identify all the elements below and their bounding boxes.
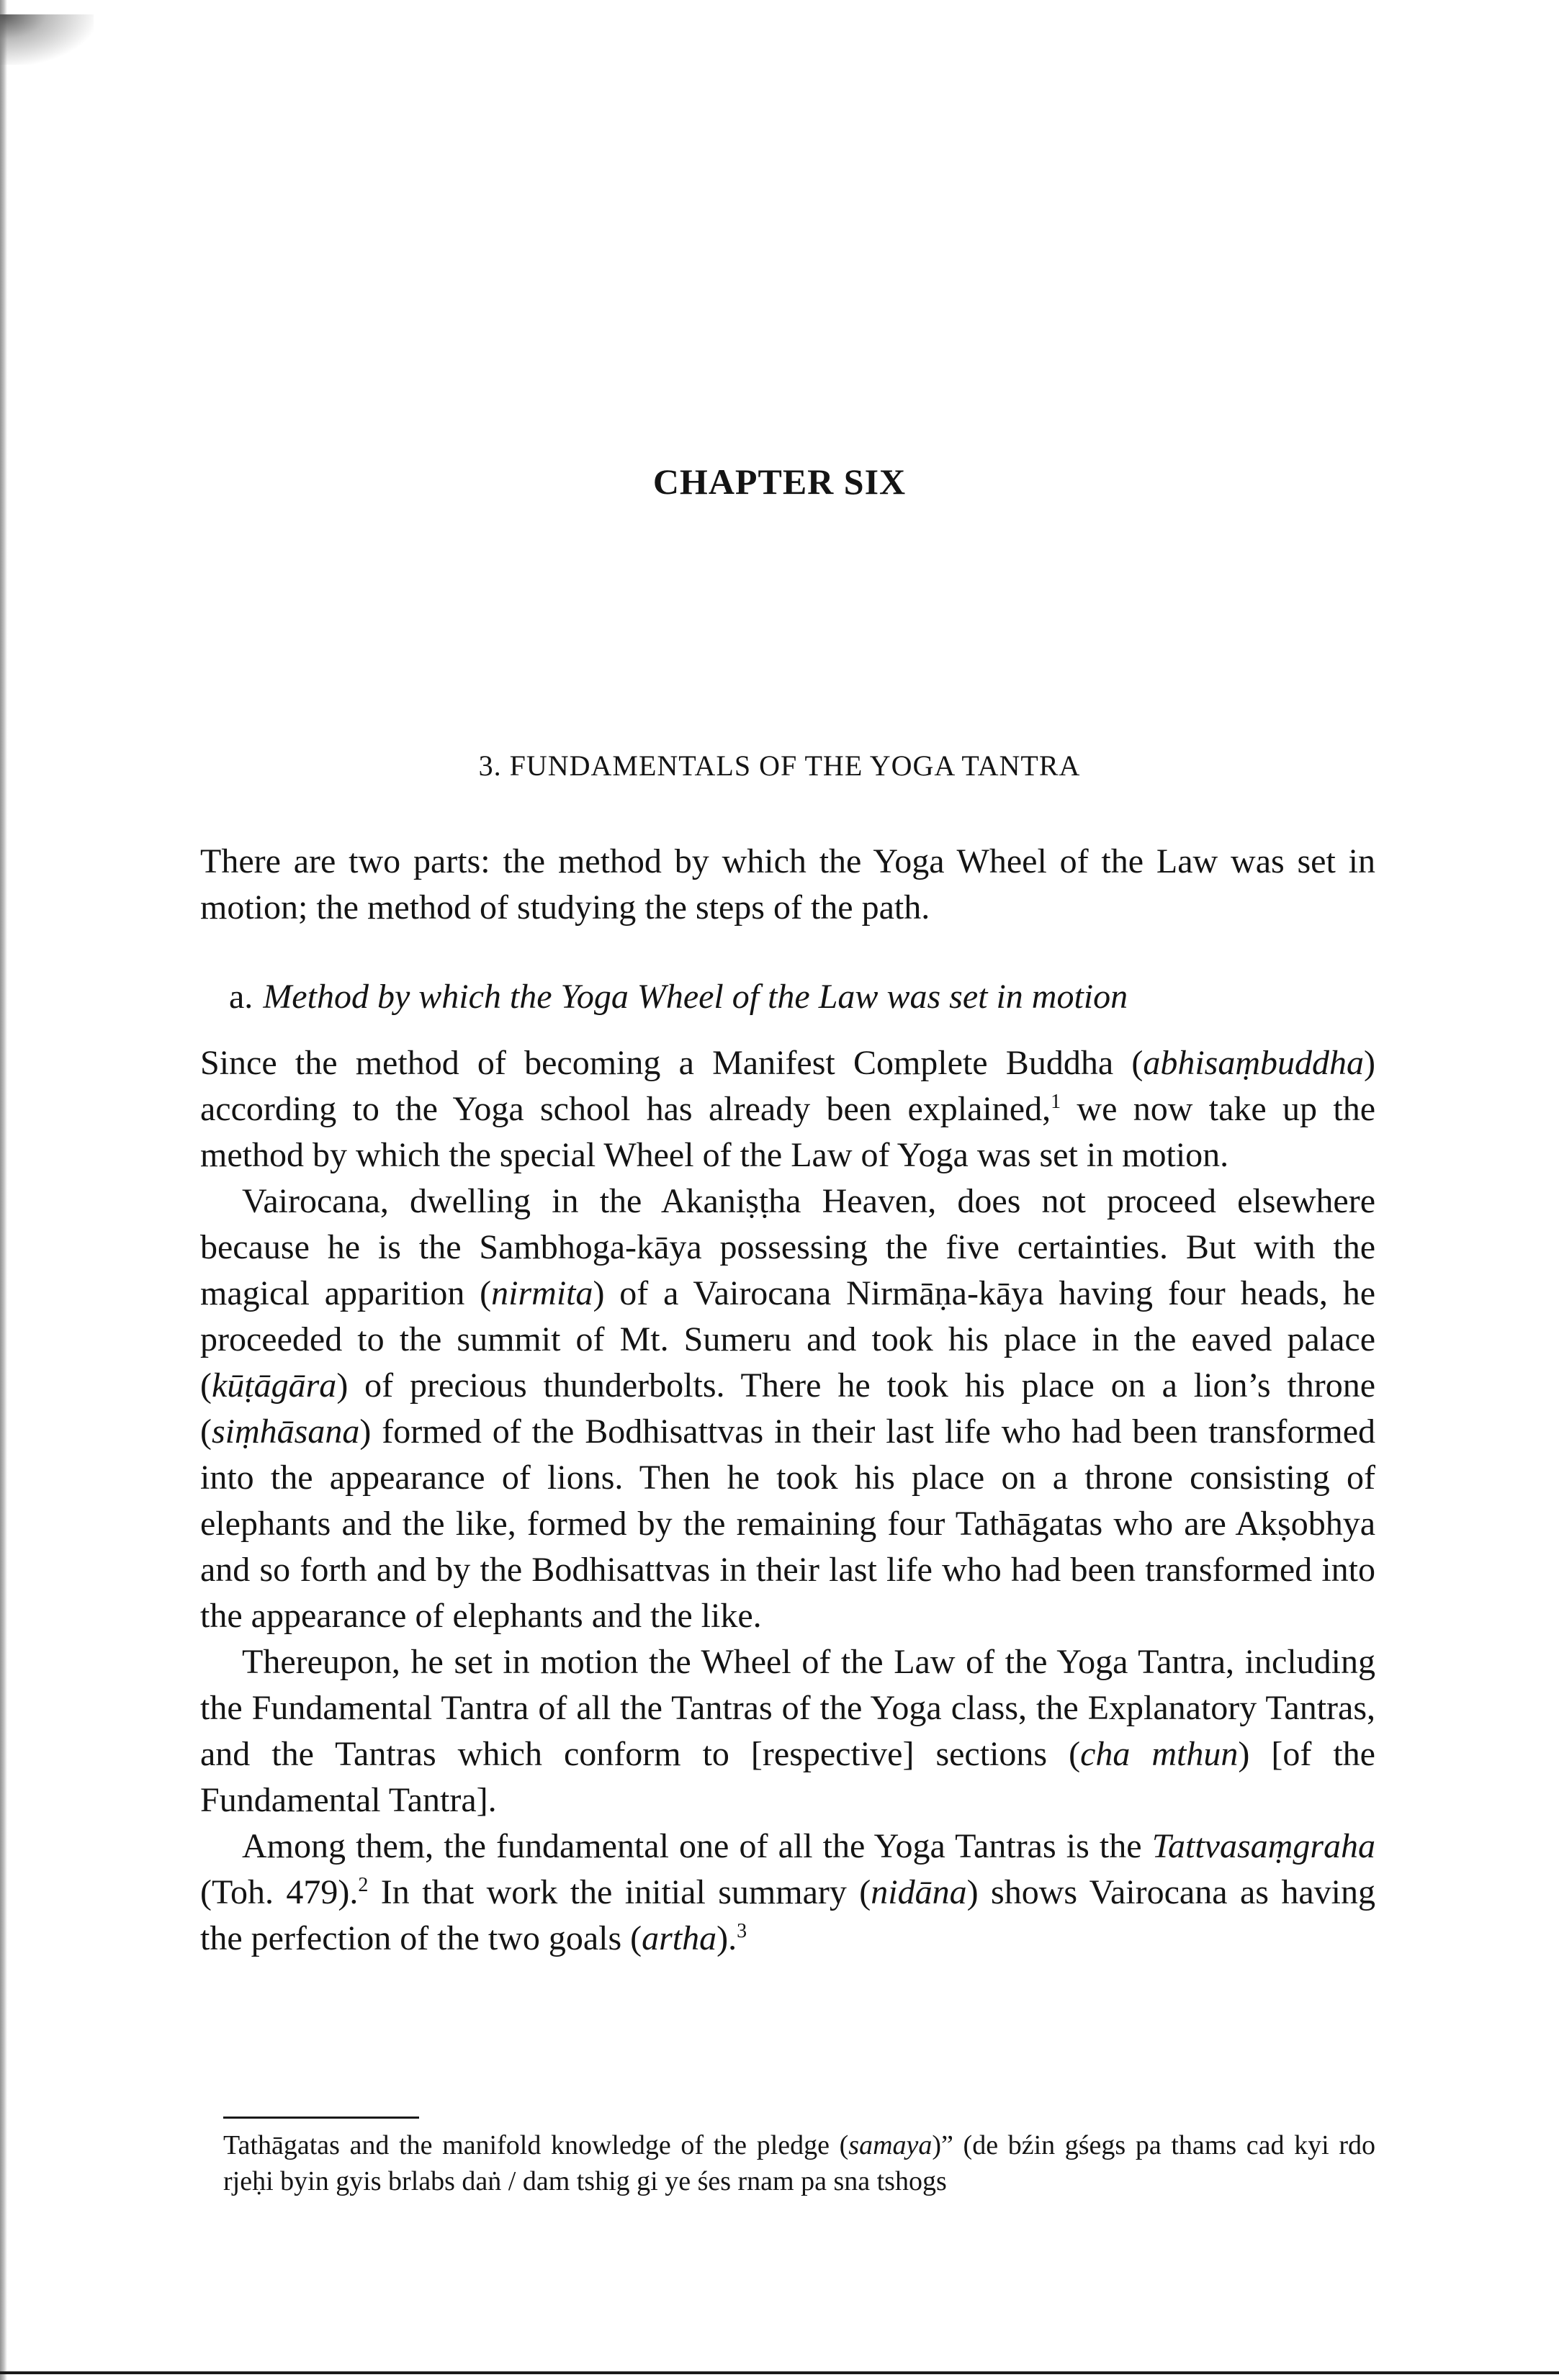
text-run: ) [of the Fundamental Tantra]. [200, 1735, 1375, 1819]
scan-left-edge-shadow [0, 0, 7, 2380]
italic-term: nirmita [491, 1274, 593, 1312]
italic-term: siṃhāsana [211, 1412, 360, 1451]
text-run: Vairocana, dwelling in the Akaniṣṭha Heaven, does not proceed elsewhere because he is the Sambhoga-kāya possessing the five certainties. But with the magical apparition ( [200, 1182, 1375, 1312]
chapter-title: CHAPTER SIX [652, 461, 907, 502]
intro-paragraph: There are two parts: the method by which the Yoga Wheel of the Law was set in motion; the method of studying the steps of the path. [200, 842, 1375, 927]
subsection-title: Method by which the Yoga Wheel of the Law was set in motion [263, 978, 1128, 1016]
text-run: ) shows Vairocana as having the perfection of the two goals ( [200, 1873, 1376, 1957]
footnote-marker: 3 [737, 1920, 747, 1942]
paragraph [200, 1824, 1375, 1962]
italic-term: kūṭāgāra [211, 1366, 337, 1405]
subsection-heading [229, 977, 1128, 1017]
footnote-marker: 1 [1051, 1091, 1061, 1113]
text-run: )” (de bźin gśegs pa thams cad kyi rdo rjeḥi byin gyis brlabs daṅ / dam tshig gi ye śes rnam pa sna tshogs [223, 2130, 1375, 2196]
section-title: 3. FUNDAMENTALS OF THE YOGA TANTRA [478, 749, 1081, 782]
footnote-marker: 2 [358, 1874, 369, 1896]
scan-bottom-edge [0, 2371, 1559, 2374]
text-run: ) according to the Yoga school has already been explained, [200, 1044, 1375, 1128]
italic-term: abhisaṃbuddha [1143, 1044, 1365, 1082]
italic-term: Tattvasaṃgraha [1151, 1827, 1375, 1865]
text-run: In that work the initial summary ( [368, 1873, 871, 1911]
text-run: ) of precious thunderbolts. There he took his place on a lion’s throne ( [200, 1366, 1375, 1451]
text-run: ) formed of the Bodhisattvas in their last life who had been transformed into the appearance of lions. Then he took his place on a throne consisting of elephants and the like, formed by the remaining four Tathāgatas who are Akṣobhya and so forth and by the Bodhisattvas in their last life who had been transformed into the appearance of elephants and the like. [200, 1412, 1375, 1635]
footnote-separator [223, 2117, 419, 2119]
italic-term: artha [642, 1919, 717, 1957]
text-run: ) of a Vairocana Nirmāṇa-kāya having four heads, he proceeded to the summit of Mt. Sumeru and took his place in the eaved palace ( [200, 1274, 1376, 1405]
text-run: (Toh. 479). [200, 1873, 359, 1911]
text-run: we now take up the method by which the special Wheel of the Law of Yoga was set in motion. [200, 1090, 1376, 1174]
text-run: Tathāgatas and the manifold knowledge of the pledge ( [223, 2130, 849, 2160]
italic-term: nidāna [871, 1873, 967, 1911]
main-text [200, 1040, 1375, 1962]
text-run: Thereupon, he set in motion the Wheel of the Law of the Yoga Tantra, including the Fundamental Tantra of all the Tantras of the Yoga class, the Explanatory Tantras, and the Tantras which conform to [respective] sections ( [200, 1643, 1375, 1773]
footnote-text [223, 2127, 1375, 2199]
text-run: Since the method of becoming a Manifest Complete Buddha ( [200, 1044, 1144, 1082]
italic-term: samaya [848, 2130, 933, 2160]
text-run: Among them, the fundamental one of all the Yoga Tantras is the [242, 1827, 1152, 1865]
scan-corner-smudge [0, 14, 94, 65]
paragraph [200, 1178, 1375, 1639]
text-run: ). [716, 1919, 737, 1957]
paragraph [200, 1040, 1375, 1178]
paragraph [200, 1639, 1375, 1824]
subsection-letter: a. [229, 978, 253, 1016]
italic-term: cha mthun [1080, 1735, 1239, 1773]
